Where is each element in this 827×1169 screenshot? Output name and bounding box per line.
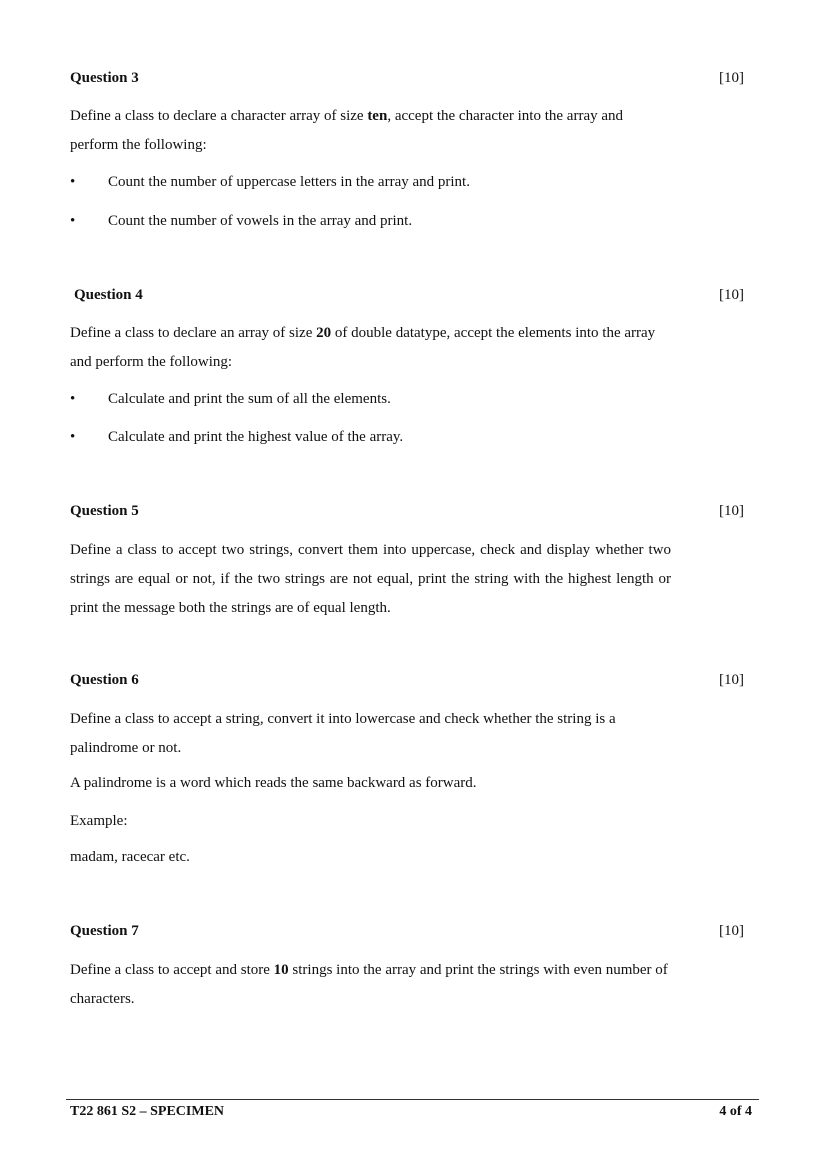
question-3-marks: [10] (719, 70, 744, 86)
footer-divider (66, 1099, 759, 1100)
question-6-text: Define a class to accept a string, convert it into lowercase and check whether the string is a palindrome or not. (70, 711, 616, 756)
footer-page-number: 4 of 4 (719, 1104, 752, 1119)
question-5-marks: [10] (719, 503, 744, 519)
question-4-marks: [10] (719, 287, 744, 303)
question-4-title: Question 4 (74, 287, 143, 303)
question-5-text: Define a class to accept two strings, convert them into uppercase, check and display whether two strings are equal or not, if the two strings are not equal, print the string with the highest length or print the message both the strings are of equal length. (70, 542, 671, 616)
question-6-definition: A palindrome is a word which reads the same backward as forward. (70, 775, 477, 791)
footer-paper-code: T22 861 S2 – SPECIMEN (70, 1104, 225, 1119)
question-3-title: Question 3 (70, 70, 139, 86)
question-4-text: Define a class to declare an array of size 20 of double datatype, accept the elements into the array and perform the following: (70, 325, 656, 370)
question-7-text: Define a class to accept and store 10 strings into the array and print the strings with even number of characters. (70, 962, 668, 1007)
question-6-example-label: Example: (70, 813, 128, 829)
question-3-text: Define a class to declare a character array of size ten, accept the character into the array and perform the following: (70, 108, 624, 153)
question-7-title: Question 7 (70, 923, 139, 939)
question-5-title: Question 5 (70, 503, 139, 519)
question-7-marks: [10] (719, 923, 744, 939)
question-6-example: madam, racecar etc. (70, 849, 190, 865)
question-6-title: Question 6 (70, 672, 139, 688)
question-6-marks: [10] (719, 672, 744, 688)
